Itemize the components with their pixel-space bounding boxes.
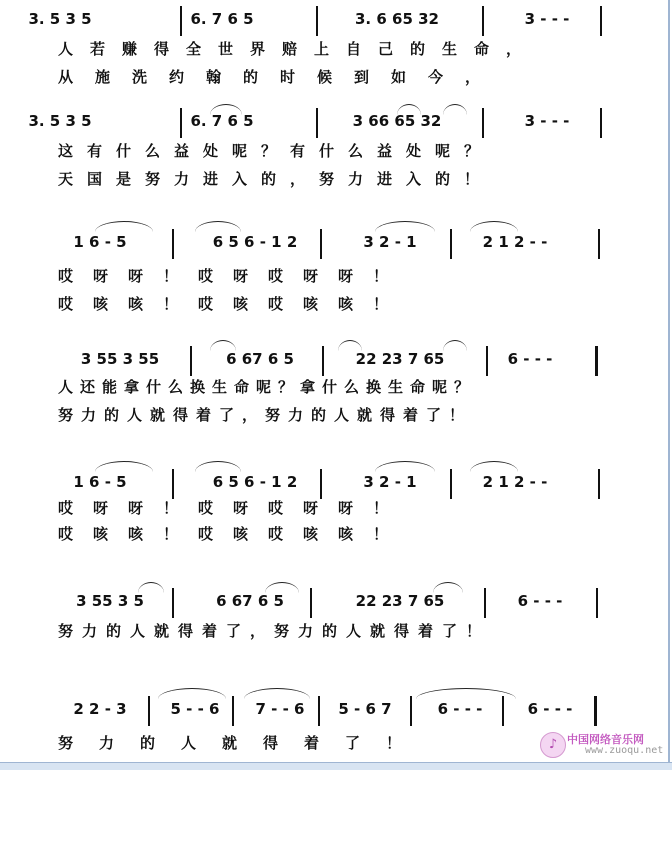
- barline: [450, 229, 452, 259]
- barline: [598, 229, 600, 259]
- lyric-line-1: 这有什么益处呢？有什么益处呢？: [58, 142, 494, 160]
- lyric-line-1: 人还能拿什么换生命呢？拿什么换生命呢？: [58, 378, 477, 396]
- barline: [190, 346, 192, 376]
- measure-4: 3 - - -: [524, 10, 570, 28]
- barline: [148, 696, 150, 726]
- measure-3: 3. 6 65 32: [355, 10, 439, 28]
- barline: [316, 6, 318, 36]
- barline: [232, 696, 234, 726]
- lyric-line-2: 哎咳咳！哎咳哎咳咳！: [58, 525, 409, 543]
- barline: [596, 588, 598, 618]
- barline: [172, 229, 174, 259]
- measure-2: 5 - - 6: [170, 700, 220, 718]
- measure-1: 1 6 - 5: [73, 233, 127, 251]
- measure-3: 3 66 65 32: [352, 112, 442, 130]
- measure-1: 3. 5 3 5: [28, 112, 92, 130]
- measure-3: 7 - - 6: [255, 700, 305, 718]
- barline: [180, 108, 182, 138]
- watermark-label: 中国网络音乐网: [567, 733, 644, 746]
- measure-2: 6 67 6 5: [216, 592, 284, 610]
- lyric-line-1: 人若赚得全世界赔上自己的生命，: [58, 40, 539, 58]
- barline: [172, 469, 174, 499]
- notation-line: [60, 350, 660, 372]
- barline: [322, 346, 324, 376]
- notation-line: [60, 700, 660, 722]
- music-logo-icon: ♪: [540, 732, 566, 758]
- measure-3: 3 2 - 1: [363, 233, 417, 251]
- measure-4: 6 - - -: [507, 350, 553, 368]
- final-barline: [594, 696, 597, 726]
- barline: [600, 6, 602, 36]
- barline: [310, 588, 312, 618]
- barline: [320, 229, 322, 259]
- lyric-line-1: 哎呀呀！哎呀哎呀呀！: [58, 267, 409, 285]
- measure-1: 3 55 3 55: [80, 350, 160, 368]
- barline: [600, 108, 602, 138]
- barline: [482, 6, 484, 36]
- lyric-line-2: 哎咳咳！哎咳哎咳咳！: [58, 295, 409, 313]
- watermark-url: www.zuoqu.net: [585, 745, 664, 756]
- measure-6: 6 - - -: [527, 700, 573, 718]
- measure-2: 6 5 6 - 1 2: [212, 473, 298, 491]
- measure-2: 6. 7 6 5: [190, 10, 254, 28]
- repeat-barline: [595, 346, 598, 376]
- site-watermark: [540, 730, 665, 760]
- measure-5: 6 - - -: [437, 700, 483, 718]
- measure-4: 5 - 6 7: [338, 700, 392, 718]
- measure-4: 3 - - -: [524, 112, 570, 130]
- barline: [180, 6, 182, 36]
- measure-4: 6 - - -: [517, 592, 563, 610]
- barline: [172, 588, 174, 618]
- measure-1: 1 6 - 5: [73, 473, 127, 491]
- lyric-line-1: 哎呀呀！哎呀哎呀呀！: [58, 499, 409, 517]
- lyric-line-2: 从施洗约翰的时候到如今，: [58, 68, 503, 86]
- barline: [502, 696, 504, 726]
- measure-1: 2 2 - 3: [73, 700, 127, 718]
- barline: [484, 588, 486, 618]
- barline: [410, 696, 412, 726]
- barline: [318, 696, 320, 726]
- lyric-line-2: 天国是努力进入的，努力进入的！: [58, 170, 494, 188]
- barline: [598, 469, 600, 499]
- barline: [450, 469, 452, 499]
- notation-line: [28, 112, 660, 134]
- measure-3: 3 2 - 1: [363, 473, 417, 491]
- barline: [482, 108, 484, 138]
- measure-1: 3 55 3 5: [76, 592, 144, 610]
- measure-4: 2 1 2 - -: [482, 233, 548, 251]
- notation-line: [60, 233, 660, 255]
- measure-2: 6. 7 6 5: [190, 112, 254, 130]
- notation-line: [28, 10, 660, 32]
- measure-3: 22 23 7 65: [355, 350, 445, 368]
- measure-4: 2 1 2 - -: [482, 473, 548, 491]
- measure-2: 6 67 6 5: [226, 350, 294, 368]
- barline: [316, 108, 318, 138]
- measure-1: 3. 5 3 5: [28, 10, 92, 28]
- lyric-line-2: 努力的人就得着了，努力的人就得着了！: [58, 406, 473, 424]
- barline: [320, 469, 322, 499]
- notation-line: [60, 473, 660, 495]
- measure-2: 6 5 6 - 1 2: [212, 233, 298, 251]
- lyric-line-1: 努力的人就得着了，努力的人就得着了！: [58, 622, 491, 640]
- notation-line: [60, 592, 660, 614]
- measure-3: 22 23 7 65: [355, 592, 445, 610]
- lyric-line-1: 努力的人就得着了！: [58, 734, 428, 752]
- barline: [486, 346, 488, 376]
